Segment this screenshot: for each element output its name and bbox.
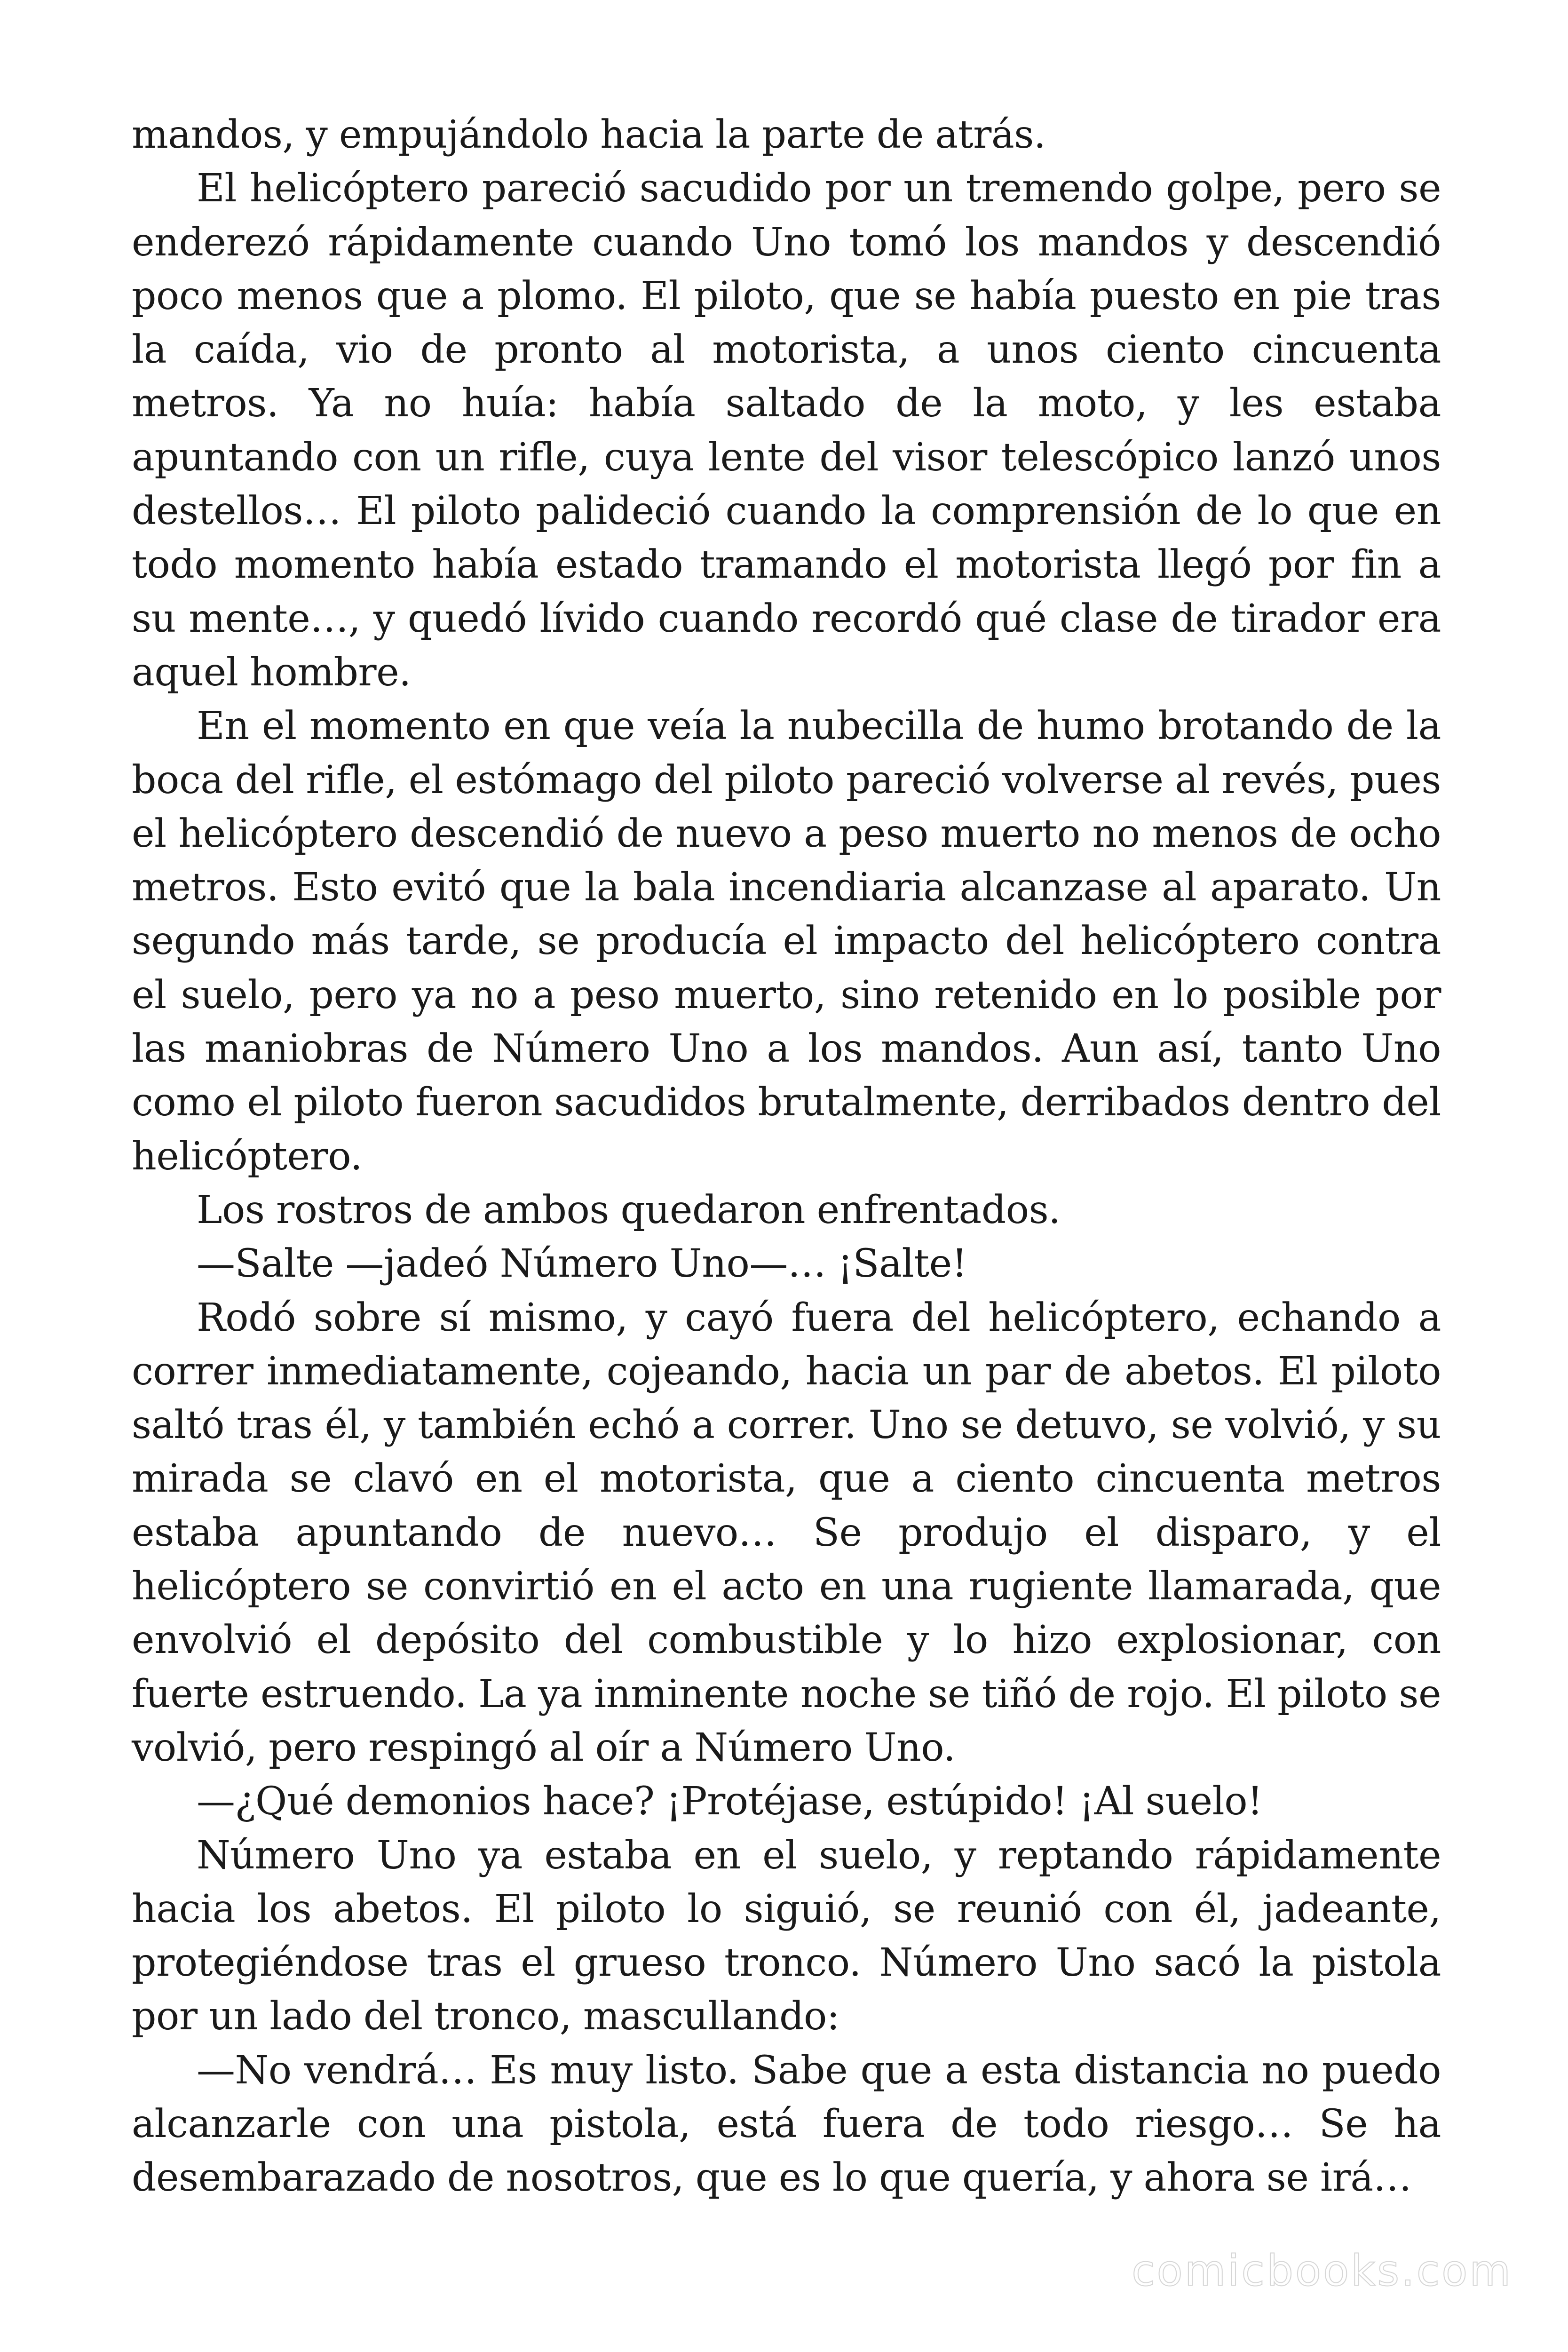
page-body-text: [132, 108, 1441, 2205]
dialogue-line: —No vendrá… Es muy listo. Sabe que a esta distancia no puedo alcanzarle con una pistola, está fuera de todo riesgo… Se ha desembarazado de nosotros, que es lo que quería, y ahora se irá…: [132, 2048, 1441, 2201]
paragraph: Número Uno ya estaba en el suelo, y reptando rápidamente hacia los abetos. El piloto lo siguió, se reunió con él, jadeante, protegiéndose tras el grueso tronco. Número Uno sacó la pistola por un lado del tronco, mascullando:: [132, 1833, 1441, 2039]
paragraph: Los rostros de ambos quedaron enfrentados.: [197, 1187, 1061, 1232]
paragraph: Rodó sobre sí mismo, y cayó fuera del helicóptero, echando a correr inmediatamente, cojeando, hacia un par de abetos. El piloto saltó tras él, y también echó a correr. Uno se detuvo, se volvió, y su mirada se clavó en el motorista, que a ciento cincuenta metros estaba apuntando de nuevo… Se produjo el disparo, y el helicóptero se convirtió en el acto en una rugiente llamarada, que envolvió el depósito del combustible y lo hizo explosionar, con fuerte estruendo. La ya inminente noche se tiñó de rojo. El piloto se volvió, pero respingó al oír a Número Uno.: [132, 1295, 1441, 1770]
dialogue-line: —¿Qué demonios hace? ¡Protéjase, estúpido! ¡Al suelo!: [197, 1779, 1263, 1824]
paragraph: El helicóptero pareció sacudido por un tremendo golpe, pero se enderezó rápidamente cuando Uno tomó los mandos y descendió poco menos que a plomo. El piloto, que se había puesto en pie tras la caída, vio de pronto al motorista, a unos ciento cincuenta metros. Ya no huía: había saltado de la moto, y les estaba apuntando con un rifle, cuya lente del visor telescópico lanzó unos destellos… El piloto palideció cuando la comprensión de lo que en todo momento había estado tramando el motorista llegó por fin a su mente…, y quedó lívido cuando recordó qué clase de tirador era aquel hombre.: [132, 166, 1441, 695]
watermark: comicbooks.com: [1132, 2246, 1513, 2296]
dialogue-line: —Salte —jadeó Número Uno—… ¡Salte!: [197, 1241, 967, 1287]
paragraph: En el momento en que veía la nubecilla de humo brotando de la boca del rifle, el estómago del piloto pareció volverse al revés, pues el helicóptero descendió de nuevo a peso muerto no menos de ocho metros. Esto evitó que la bala incendiaria alcanzase al aparato. Un segundo más tarde, se producía el impacto del helicóptero contra el suelo, pero ya no a peso muerto, sino retenido en lo posible por las maniobras de Número Uno a los mandos. Aun así, tanto Uno como el piloto fueron sacudidos brutalmente, derribados dentro del helicóptero.: [132, 704, 1441, 1179]
paragraph: mandos, y empujándolo hacia la parte de atrás.: [132, 112, 1046, 157]
